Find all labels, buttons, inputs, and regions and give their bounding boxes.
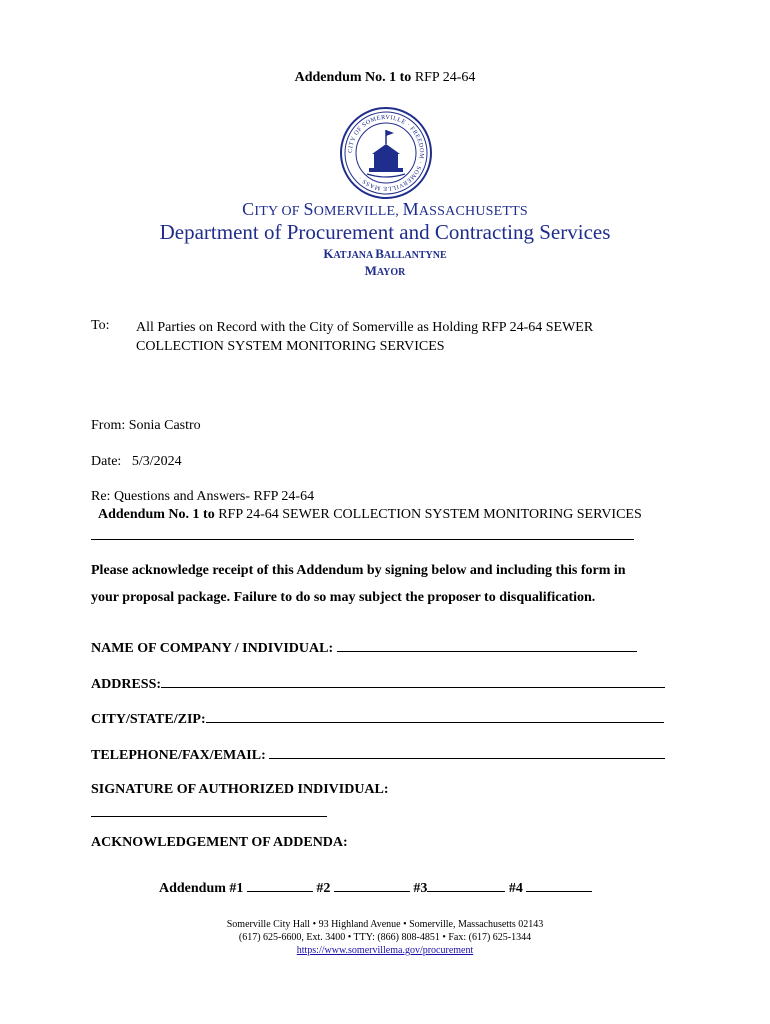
acknowledge-line-2: your proposal package. Failure to do so may subject the proposer to disqualification. (91, 590, 596, 605)
re-addendum-line (98, 507, 642, 523)
telephone-blank[interactable] (269, 746, 665, 759)
city-text-ity-of: ITY OF (254, 204, 304, 219)
addendum-title-rfp: RFP 24-64 (414, 70, 476, 85)
addendum-title-bold: Addendum No. 1 to (294, 70, 412, 85)
company-label: NAME OF COMPANY / INDIVIDUAL: (91, 641, 334, 656)
date-label: Date: (91, 454, 122, 469)
mayor-name-atjana: ATJANA (333, 250, 376, 261)
city-letter-s: S (303, 199, 314, 219)
divider-rule (91, 539, 634, 540)
mayor-title-ayor: AYOR (376, 267, 406, 278)
from-line: From: Sonia Castro (91, 418, 201, 433)
city-text-omerville: OMERVILLE, (313, 204, 403, 219)
acknowledgement-addenda-label: ACKNOWLEDGEMENT OF ADDENDA: (91, 835, 348, 850)
acknowledge-instructions (91, 557, 691, 611)
procurement-link[interactable]: https://www.somervillema.gov/procurement (296, 945, 474, 956)
re-addendum-rest: RFP 24-64 SEWER COLLECTION SYSTEM MONITORING SERVICES (218, 507, 642, 522)
addendum-3-blank[interactable] (427, 879, 505, 892)
city-state-zip-label: CITY/STATE/ZIP: (91, 712, 206, 727)
mayor-name-k: K (323, 246, 334, 261)
city-name (0, 199, 770, 220)
svg-text:CITY OF SOMERVILLE · FREEDOM ·: CITY OF SOMERVILLE · FREEDOM · SOMERVILLE MASS · (346, 113, 426, 193)
mayor-name (0, 246, 770, 262)
addendum-2-label: #2 (316, 881, 331, 896)
city-state-zip-field (91, 710, 664, 728)
to-recipients: All Parties on Record with the City of Somerville as Holding RFP 24-64 SEWER COLLECTION SYSTEM MONITORING SERVICES (136, 320, 594, 354)
footer-address: Somerville City Hall • 93 Highland Avenue • Somerville, Massachusetts 02143 (226, 919, 544, 930)
addendum-1-label: Addendum #1 (159, 881, 244, 896)
addenda-row (159, 879, 592, 897)
city-state-zip-blank[interactable] (206, 710, 664, 723)
addendum-1-blank[interactable] (247, 879, 313, 892)
city-seal-logo (339, 106, 433, 200)
to-label: To: (91, 318, 110, 333)
address-blank[interactable] (161, 675, 665, 688)
mayor-title-m: M (364, 263, 377, 278)
department-name: Department of Procurement and Contracting Services (159, 220, 611, 244)
addendum-4-blank[interactable] (526, 879, 592, 892)
re-addendum-bold: Addendum No. 1 to (98, 507, 215, 522)
re-line: Re: Questions and Answers- RFP 24-64 (91, 489, 315, 504)
addendum-title (0, 70, 770, 86)
addendum-2-blank[interactable] (334, 879, 410, 892)
footer-phone: (617) 625-6600, Ext. 3400 • TTY: (866) 808-4851 • Fax: (617) 625-1344 (238, 932, 532, 943)
mayor-name-allantyne: ALLANTYNE (383, 250, 447, 261)
telephone-field (91, 746, 665, 764)
footer-link-wrap (0, 944, 770, 957)
city-text-assachusetts: ASSACHUSETTS (418, 204, 528, 219)
date-value: 5/3/2024 (131, 454, 182, 469)
addendum-3-label: #3 (413, 881, 428, 896)
signature-label: SIGNATURE OF AUTHORIZED INDIVIDUAL: (91, 782, 389, 797)
mayor-name-b: B (375, 246, 384, 261)
signature-blank[interactable] (91, 816, 327, 817)
telephone-label: TELEPHONE/FAX/EMAIL: (91, 748, 266, 763)
acknowledge-line-1: Please acknowledge receipt of this Addendum by signing below and including this form in (91, 563, 626, 578)
city-letter-c: C (242, 199, 255, 219)
city-letter-m: M (402, 199, 419, 219)
company-field (91, 639, 637, 657)
addendum-4-label: #4 (508, 881, 523, 896)
date-line (91, 454, 182, 470)
mayor-title (0, 263, 770, 279)
address-label: ADDRESS: (91, 677, 162, 692)
address-field (91, 675, 665, 693)
company-blank[interactable] (337, 639, 637, 652)
